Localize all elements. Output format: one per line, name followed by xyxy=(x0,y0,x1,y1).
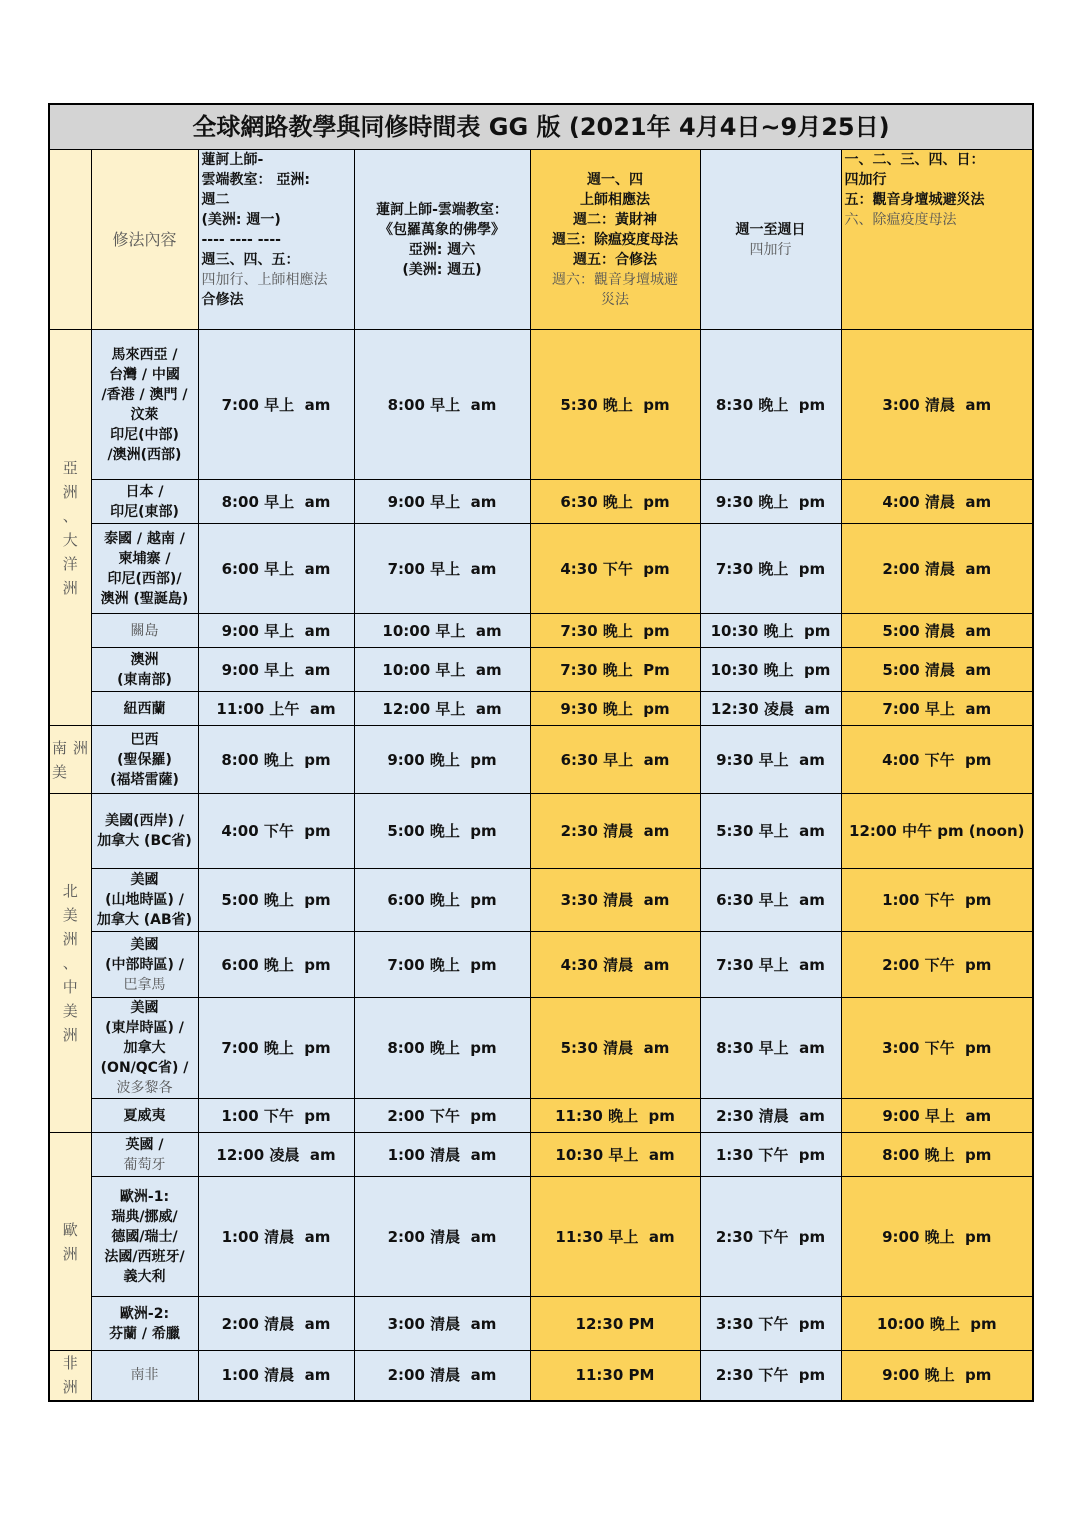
time-cell: 5:00 清晨 am xyxy=(841,648,1033,692)
time-cell: 1:00 下午 pm xyxy=(841,869,1033,932)
location-line: 加拿大 xyxy=(123,1040,166,1056)
time-cell: 3:00 清晨 am xyxy=(841,330,1033,480)
time-cell: 5:00 清晨 am xyxy=(841,614,1033,648)
time-cell: 8:00 早上 am xyxy=(198,480,354,524)
time-cell: 2:00 下午 pm xyxy=(354,1099,530,1133)
location-line: (山地時區) / xyxy=(105,892,184,908)
time-cell: 2:30 下午 pm xyxy=(700,1177,841,1297)
region-char: 亞 xyxy=(62,458,78,477)
time-cell: 4:30 下午 pm xyxy=(530,524,700,614)
header-line: 《包羅萬象的佛學》 xyxy=(379,221,505,238)
time-cell: 10:00 早上 am xyxy=(354,648,530,692)
time-cell: 5:00 晚上 pm xyxy=(354,794,530,869)
header-line: 蓮訶上師-雲端教室： xyxy=(376,201,508,218)
time-cell: 10:30 晚上 pm xyxy=(700,614,841,648)
location-cell xyxy=(91,794,198,869)
location-cell xyxy=(91,330,198,480)
location-cell xyxy=(91,1133,198,1177)
header-line: 週六：觀音身壇城避 xyxy=(552,271,678,288)
table-row xyxy=(49,1351,1033,1401)
header-cell-2 xyxy=(354,150,530,330)
table-row xyxy=(49,692,1033,726)
table-row xyxy=(49,1099,1033,1133)
header-line: 四加行 xyxy=(844,172,887,188)
table-row xyxy=(49,932,1033,998)
location-line: 歐洲-2: xyxy=(119,1305,170,1322)
time-cell: 12:00 凌晨 am xyxy=(198,1133,354,1177)
time-cell: 7:00 晚上 pm xyxy=(354,932,530,998)
table-row xyxy=(49,794,1033,869)
table-row xyxy=(49,330,1033,480)
header-line: 五：觀音身壇城避災法 xyxy=(844,192,985,208)
time-cell: 2:30 清晨 am xyxy=(530,794,700,869)
location-line: 台灣 / 中國 xyxy=(109,366,180,383)
time-cell: 1:30 下午 pm xyxy=(700,1133,841,1177)
location-line: (東南部) xyxy=(117,671,172,688)
time-cell: 7:30 晚上 pm xyxy=(700,524,841,614)
location-cell xyxy=(91,614,198,648)
table-row xyxy=(49,726,1033,794)
time-cell: 2:30 清晨 am xyxy=(700,1099,841,1133)
location-line: 葡萄牙 xyxy=(123,1156,166,1173)
header-line: (美洲: 週五) xyxy=(402,261,482,278)
time-cell: 4:00 下午 pm xyxy=(841,726,1033,794)
time-cell: 6:00 晚上 pm xyxy=(198,932,354,998)
region-cell xyxy=(49,726,91,794)
time-cell: 5:00 晚上 pm xyxy=(198,869,354,932)
location-line: 南非 xyxy=(130,1367,159,1384)
table-row xyxy=(49,1133,1033,1177)
location-line: /澳洲(西部) xyxy=(107,446,182,463)
region-char: 大 xyxy=(62,530,78,549)
time-cell: 6:00 早上 am xyxy=(198,524,354,614)
region-char: 洋 xyxy=(62,554,78,573)
region-cell xyxy=(49,1133,91,1351)
location-line: 關島 xyxy=(130,622,159,639)
header-line: 一、二、三、四、日： xyxy=(844,152,985,168)
time-cell: 11:30 晚上 pm xyxy=(530,1099,700,1133)
location-line: 波多黎各 xyxy=(116,1080,173,1096)
time-cell: 8:30 晚上 pm xyxy=(700,330,841,480)
header-line: (美洲: 週一) xyxy=(201,212,281,228)
location-line: (中部時區) / xyxy=(105,956,184,973)
location-cell xyxy=(91,648,198,692)
time-cell: 9:00 早上 am xyxy=(198,648,354,692)
location-cell xyxy=(91,932,198,998)
location-line: 馬來西亞 / xyxy=(111,346,178,363)
table-row xyxy=(49,1177,1033,1297)
header-line: 合修法 xyxy=(201,292,244,308)
location-cell xyxy=(91,869,198,932)
header-cell-5 xyxy=(841,150,1033,330)
location-line: 泰國 / 越南 / xyxy=(104,530,185,547)
region-cell xyxy=(49,330,91,726)
time-cell: 3:00 清晨 am xyxy=(354,1297,530,1351)
time-cell: 4:30 清晨 am xyxy=(530,932,700,998)
table-row xyxy=(49,614,1033,648)
location-line: 印尼(東部) xyxy=(110,503,179,520)
time-cell: 7:30 早上 am xyxy=(700,932,841,998)
time-cell: 4:00 清晨 am xyxy=(841,480,1033,524)
location-cell xyxy=(91,1177,198,1297)
time-cell: 7:00 早上 am xyxy=(198,330,354,480)
time-cell: 7:00 早上 am xyxy=(354,524,530,614)
region-char: 中 xyxy=(62,978,78,996)
location-line: 汶萊 xyxy=(130,406,159,423)
header-line: 四加行、上師相應法 xyxy=(201,272,328,288)
header-row xyxy=(49,150,1033,330)
time-cell: 3:30 清晨 am xyxy=(530,869,700,932)
location-line: 加拿大 (AB省) xyxy=(96,912,193,928)
header-line: 週二 xyxy=(201,192,230,208)
location-line: 美國 xyxy=(130,872,159,888)
region-header-cell xyxy=(49,150,91,330)
time-cell: 4:00 下午 pm xyxy=(198,794,354,869)
header-cell-3 xyxy=(530,150,700,330)
location-line: 美國(西岸) / xyxy=(105,813,184,829)
location-line: 法國/西班牙/ xyxy=(104,1248,185,1265)
header-cell-4 xyxy=(700,150,841,330)
time-cell: 9:00 晚上 pm xyxy=(841,1177,1033,1297)
time-cell: 6:30 晚上 pm xyxy=(530,480,700,524)
time-cell: 7:30 晚上 pm xyxy=(530,614,700,648)
header-line: 上師相應法 xyxy=(580,191,650,208)
time-cell: 2:00 清晨 am xyxy=(841,524,1033,614)
region-char: 洲 xyxy=(62,578,78,597)
location-cell xyxy=(91,998,198,1099)
time-cell: 9:30 晚上 pm xyxy=(700,480,841,524)
region-char: 洲 xyxy=(62,1244,78,1263)
time-cell: 3:00 下午 pm xyxy=(841,998,1033,1099)
time-cell: 11:30 PM xyxy=(530,1351,700,1401)
time-cell: 9:00 早上 am xyxy=(841,1099,1033,1133)
location-line: 芬蘭 / 希臘 xyxy=(109,1325,180,1342)
time-cell: 8:00 晚上 pm xyxy=(198,726,354,794)
time-cell: 6:30 早上 am xyxy=(530,726,700,794)
time-cell: 1:00 清晨 am xyxy=(198,1351,354,1401)
region-char: 美 xyxy=(62,906,78,924)
header-line: 週二：黃財神 xyxy=(573,211,657,228)
region-char: 洲 xyxy=(62,482,78,501)
location-line: 紐西蘭 xyxy=(123,700,166,717)
time-cell: 6:00 晚上 pm xyxy=(354,869,530,932)
time-cell: 8:00 晚上 pm xyxy=(354,998,530,1099)
time-cell: 2:30 下午 pm xyxy=(700,1351,841,1401)
time-cell: 7:30 晚上 Pm xyxy=(530,648,700,692)
location-line: (聖保羅) xyxy=(117,751,172,768)
region-char: 洲 xyxy=(62,930,78,948)
time-cell: 2:00 清晨 am xyxy=(198,1297,354,1351)
time-cell: 7:00 晚上 pm xyxy=(198,998,354,1099)
table-row xyxy=(49,524,1033,614)
time-cell: 12:00 中午 pm (noon) xyxy=(841,794,1033,869)
time-cell: 6:30 早上 am xyxy=(700,869,841,932)
header-line: 六、除瘟疫度母法 xyxy=(844,212,957,228)
location-cell xyxy=(91,1351,198,1401)
location-line: 印尼(西部)/ xyxy=(107,570,182,587)
time-cell: 9:30 早上 am xyxy=(700,726,841,794)
header-line: 週五：合修法 xyxy=(573,251,657,268)
location-line: /香港 / 澳門 / xyxy=(101,386,188,403)
header-line: 亞洲: 週六 xyxy=(408,241,476,258)
region-char: 南 xyxy=(52,738,68,757)
time-cell: 9:00 晚上 pm xyxy=(841,1351,1033,1401)
location-line: 美國 xyxy=(130,1000,159,1016)
location-line: 印尼(中部) xyxy=(110,426,179,443)
title-row xyxy=(49,104,1033,150)
location-line: 加拿大 (BC省) xyxy=(97,833,192,849)
location-line: 柬埔寨 / xyxy=(118,550,171,567)
time-cell: 5:30 晚上 pm xyxy=(530,330,700,480)
location-line: 德國/瑞士/ xyxy=(111,1228,178,1245)
location-line: 歐洲-1: xyxy=(119,1188,170,1205)
header-line: 週一、四 xyxy=(587,171,643,188)
region-char: 洲 xyxy=(62,1026,78,1044)
location-line: 義大利 xyxy=(123,1268,166,1285)
location-line: 巴拿馬 xyxy=(123,976,166,993)
time-cell: 11:00 上午 am xyxy=(198,692,354,726)
time-cell: 2:00 清晨 am xyxy=(354,1351,530,1401)
header-line: 災法 xyxy=(601,291,629,308)
time-cell: 9:00 早上 am xyxy=(198,614,354,648)
header-line: 週三：除瘟疫度母法 xyxy=(552,231,678,248)
time-cell: 2:00 清晨 am xyxy=(354,1177,530,1297)
time-cell: 5:30 清晨 am xyxy=(530,998,700,1099)
table-row xyxy=(49,869,1033,932)
time-cell: 9:30 晚上 pm xyxy=(530,692,700,726)
header-line: ---- ---- ---- xyxy=(201,232,281,248)
location-line: (福塔雷薩) xyxy=(110,771,179,788)
region-char: 洲 xyxy=(62,1378,78,1397)
location-line: 日本 / xyxy=(125,483,164,500)
time-cell: 1:00 下午 pm xyxy=(198,1099,354,1133)
header-line: 週一至週日 xyxy=(735,221,806,238)
time-cell: 8:00 晚上 pm xyxy=(841,1133,1033,1177)
table-row xyxy=(49,998,1033,1099)
region-char: 、 xyxy=(62,506,78,525)
table-row xyxy=(49,480,1033,524)
header-line: 四加行 xyxy=(749,241,792,258)
header-line: 週三、四、五： xyxy=(201,252,300,268)
header-line: 雲端教室： 亞洲: xyxy=(201,172,310,188)
time-cell: 1:00 清晨 am xyxy=(354,1133,530,1177)
time-cell: 10:00 早上 am xyxy=(354,614,530,648)
table-row xyxy=(49,648,1033,692)
time-cell: 12:30 凌晨 am xyxy=(700,692,841,726)
time-cell: 7:00 早上 am xyxy=(841,692,1033,726)
location-line: 澳洲 (聖誕島) xyxy=(100,590,189,607)
time-cell: 10:30 晚上 pm xyxy=(700,648,841,692)
time-cell: 8:00 早上 am xyxy=(354,330,530,480)
location-cell xyxy=(91,692,198,726)
time-cell: 12:30 PM xyxy=(530,1297,700,1351)
time-cell: 9:00 晚上 pm xyxy=(354,726,530,794)
location-line: 夏威夷 xyxy=(123,1107,166,1124)
region-char: 、 xyxy=(62,954,78,972)
page-title: 全球網路教學與同修時間表 GG 版 (2021年 4月4日~9月25日) xyxy=(49,104,1033,150)
region-char: 歐 xyxy=(62,1220,78,1239)
location-line: 美國 xyxy=(130,936,159,953)
time-cell: 3:30 下午 pm xyxy=(700,1297,841,1351)
time-cell: 10:00 晚上 pm xyxy=(841,1297,1033,1351)
location-line: 英國 / xyxy=(125,1136,164,1153)
region-char: 北 xyxy=(62,882,78,900)
time-cell: 1:00 清晨 am xyxy=(198,1177,354,1297)
region-char: 美 xyxy=(52,762,68,781)
location-line: 巴西 xyxy=(130,731,159,748)
location-cell xyxy=(91,1297,198,1351)
region-char: 洲 xyxy=(73,738,89,757)
time-cell: 5:30 早上 am xyxy=(700,794,841,869)
location-line: 瑞典/挪威/ xyxy=(111,1208,178,1225)
table-row xyxy=(49,1297,1033,1351)
location-cell xyxy=(91,524,198,614)
location-line: 澳洲 xyxy=(130,651,159,668)
location-cell xyxy=(91,726,198,794)
time-cell: 2:00 下午 pm xyxy=(841,932,1033,998)
header-cell-1 xyxy=(198,150,354,330)
time-cell: 11:30 早上 am xyxy=(530,1177,700,1297)
header-line: 蓮訶上師- xyxy=(201,152,264,168)
location-line: (ON/QC省) / xyxy=(100,1060,189,1076)
schedule-table xyxy=(48,103,1034,1402)
region-cell xyxy=(49,1351,91,1401)
region-cell xyxy=(49,794,91,1133)
time-cell: 10:30 早上 am xyxy=(530,1133,700,1177)
time-cell: 12:00 早上 am xyxy=(354,692,530,726)
time-cell: 9:00 早上 am xyxy=(354,480,530,524)
location-line: (東岸時區) / xyxy=(105,1020,184,1036)
time-cell: 8:30 早上 am xyxy=(700,998,841,1099)
region-char: 美 xyxy=(62,1002,78,1020)
content-label: 修法內容 xyxy=(91,150,198,330)
location-cell xyxy=(91,1099,198,1133)
location-cell xyxy=(91,480,198,524)
region-char: 非 xyxy=(62,1354,78,1373)
